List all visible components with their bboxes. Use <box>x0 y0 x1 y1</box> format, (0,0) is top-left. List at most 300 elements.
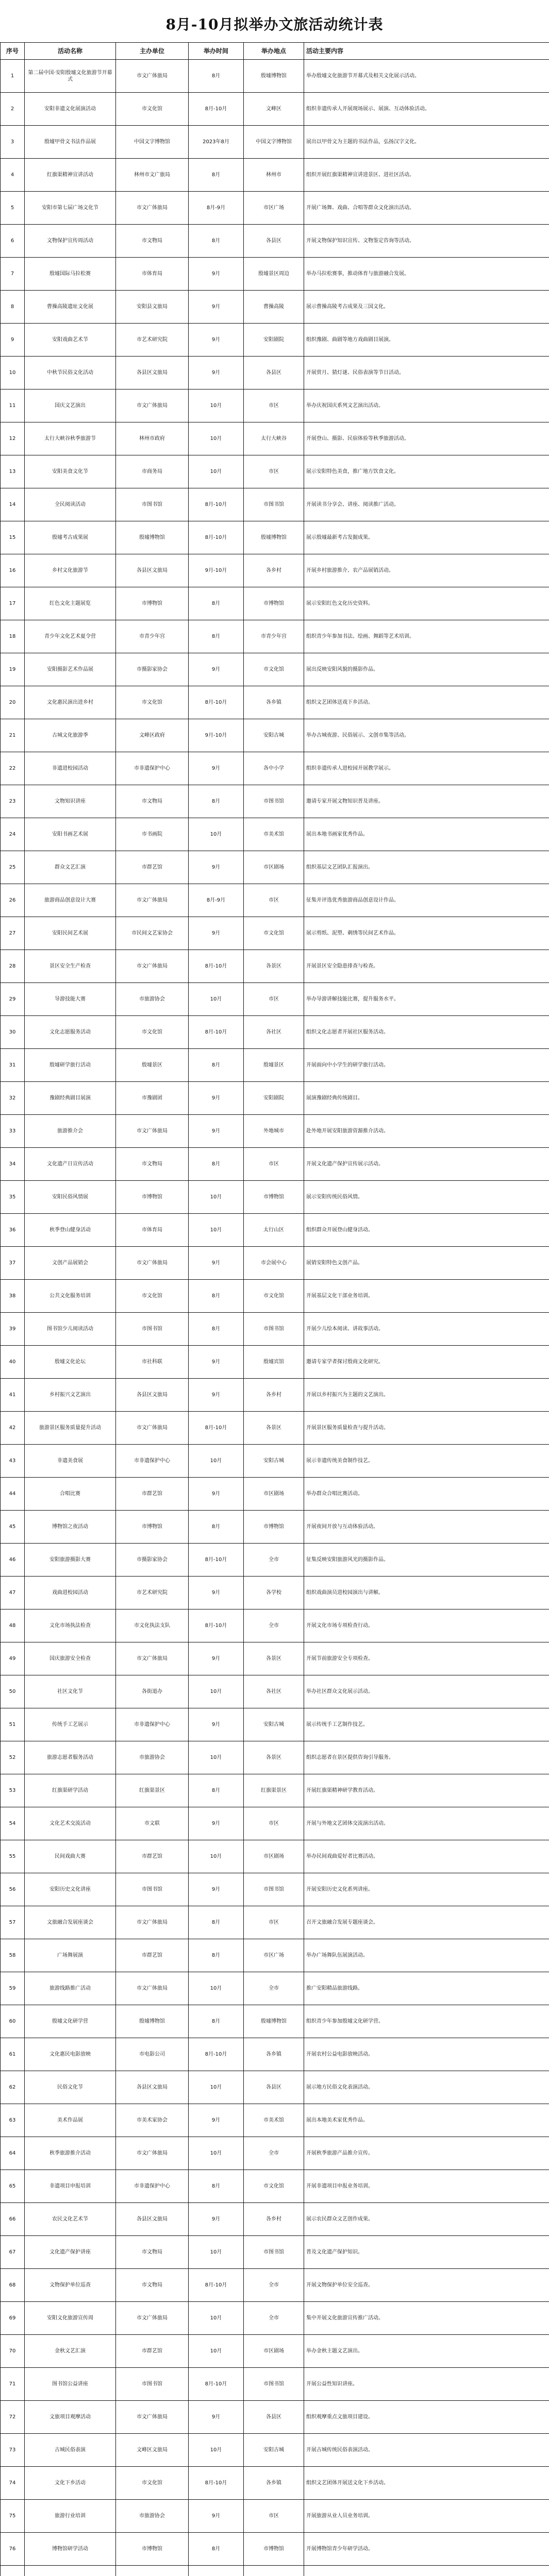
cell-time: 8月 <box>189 1939 244 1972</box>
cell-organizer: 市旅游协会 <box>116 2500 189 2533</box>
cell-time: 8月 <box>189 2005 244 2038</box>
cell-content: 展销安阳特色文创产品。 <box>304 1247 549 1280</box>
cell-index: 76 <box>1 2533 25 2566</box>
cell-content: 开展读书分享会、讲座、阅读推广活动。 <box>304 488 549 521</box>
cell-organizer: 市群艺馆 <box>116 2335 189 2368</box>
table-row <box>1 1741 549 1774</box>
cell-index: 19 <box>1 653 25 686</box>
cell-organizer: 林州市文广旅局 <box>116 159 189 192</box>
cell-content: 开展文化市场专项检查行动。 <box>304 1609 549 1642</box>
cell-time: 9月 <box>189 917 244 950</box>
cell-name: 殷墟考古成果展 <box>25 521 116 554</box>
table-row <box>1 2566 549 2576</box>
cell-location: 殷墟博物馆 <box>244 521 304 554</box>
cell-content: 举办殷墟文化旅游节开幕式及相关文化展示活动。 <box>304 60 549 93</box>
cell-index: 29 <box>1 983 25 1016</box>
cell-index: 67 <box>1 2236 25 2269</box>
cell-index <box>1 2566 25 2576</box>
cell-name: 文物保护宣传周活动 <box>25 225 116 258</box>
cell-organizer: 市艺术研究院 <box>116 324 189 357</box>
cell-location: 市美术馆 <box>244 818 304 851</box>
cell-index: 47 <box>1 1577 25 1609</box>
cell-location: 各乡村 <box>244 554 304 587</box>
cell-name: 安阳市第七届广场文化节 <box>25 192 116 225</box>
cell-content: 举办群众合唱比赛活动。 <box>304 1478 549 1511</box>
cell-organizer: 各街道办 <box>116 1675 189 1708</box>
cell-time: 8月 <box>189 159 244 192</box>
cell-location: 殷墟景区周边 <box>244 258 304 291</box>
cell-name: 文化惠民电影放映 <box>25 2038 116 2071</box>
cell-name: 文化志愿服务活动 <box>25 1016 116 1049</box>
table-row <box>1 324 549 357</box>
cell-organizer: 市文物局 <box>116 1148 189 1181</box>
cell-content: 集中开展文化旅游宣传推广活动。 <box>304 2302 549 2335</box>
table-row <box>1 2401 549 2434</box>
cell-organizer: 市摄影家协会 <box>116 653 189 686</box>
cell-index: 64 <box>1 2137 25 2170</box>
cell-content: 举办金秋主题文艺演出。 <box>304 2335 549 2368</box>
cell-time: 8月 <box>189 60 244 93</box>
cell-location: 全市 <box>244 1609 304 1642</box>
table-row <box>1 2104 549 2137</box>
cell-index: 48 <box>1 1609 25 1642</box>
header-organizer: 主办单位 <box>116 43 189 60</box>
cell-name: 红旗渠精神宣讲活动 <box>25 159 116 192</box>
table-row <box>1 1675 549 1708</box>
cell-time: 9月 <box>189 1346 244 1379</box>
table-row <box>1 1049 549 1082</box>
cell-time: 8月 <box>189 2170 244 2203</box>
cell-time: 8月-10月 <box>189 1609 244 1642</box>
cell-organizer: 市体育局 <box>116 258 189 291</box>
cell-content: 组织文艺团体开展送文化下乡活动。 <box>304 2467 549 2500</box>
cell-content: 组织开展红旗渠精神宣讲进景区、进社区活动。 <box>304 159 549 192</box>
cell-location: 安阳古城 <box>244 1708 304 1741</box>
cell-organizer: 市博物馆 <box>116 1181 189 1214</box>
cell-location: 市区剧场 <box>244 2335 304 2368</box>
cell-index: 27 <box>1 917 25 950</box>
cell-content: 举办庆祝国庆系列文艺演出活动。 <box>304 389 549 422</box>
cell-organizer: 市美术家协会 <box>116 2104 189 2137</box>
cell-time: 8月-10月 <box>189 488 244 521</box>
cell-organizer: 市图书馆 <box>116 1873 189 1906</box>
cell-location: 市区 <box>244 455 304 488</box>
cell-content: 举办社区群众文化展示活动。 <box>304 1675 549 1708</box>
cell-name: 安阳民间艺术展 <box>25 917 116 950</box>
cell-time: 8月 <box>189 1774 244 1807</box>
cell-index: 4 <box>1 159 25 192</box>
cell-name: 旅游景区服务质量提升活动 <box>25 1412 116 1445</box>
cell-content: 普及文化遗产保护知识。 <box>304 2236 549 2269</box>
cell-organizer: 市文联 <box>116 1807 189 1840</box>
cell-content: 开展景区服务质量检查与提升活动。 <box>304 1412 549 1445</box>
cell-name: 文旅融合发展座谈会 <box>25 1906 116 1939</box>
cell-location: 市区剧场 <box>244 851 304 884</box>
cell-organizer: 殷墟景区 <box>116 1049 189 1082</box>
table-body <box>1 60 549 2576</box>
cell-index: 49 <box>1 1642 25 1675</box>
cell-time: 8月 <box>189 785 244 818</box>
cell-index: 24 <box>1 818 25 851</box>
cell-time: 9月 <box>189 357 244 389</box>
cell-index: 11 <box>1 389 25 422</box>
cell-content: 开展红旗渠精神研学教育活动。 <box>304 1774 549 1807</box>
cell-organizer: 市文广体旅局 <box>116 192 189 225</box>
cell-organizer: 市文广体旅局 <box>116 389 189 422</box>
cell-organizer: 市摄影家协会 <box>116 1544 189 1577</box>
cell-time: 8月-10月 <box>189 686 244 719</box>
cell-location: 各县区 <box>244 225 304 258</box>
cell-location: 林州市 <box>244 159 304 192</box>
cell-organizer: 市非遗保护中心 <box>116 752 189 785</box>
cell-organizer: 文峰区政府 <box>116 719 189 752</box>
cell-name: 安阳历史文化讲座 <box>25 1873 116 1906</box>
table-row <box>1 1511 549 1544</box>
cell-index: 34 <box>1 1148 25 1181</box>
cell-organizer: 市群艺馆 <box>116 1478 189 1511</box>
table-row <box>1 1840 549 1873</box>
cell-organizer: 市图书馆 <box>116 2368 189 2401</box>
cell-index: 51 <box>1 1708 25 1741</box>
cell-time: 9月 <box>189 324 244 357</box>
table-row <box>1 818 549 851</box>
cell-time: 9月 <box>189 1807 244 1840</box>
cell-name: 文创产品展销会 <box>25 1247 116 1280</box>
cell-location: 市区广场 <box>244 192 304 225</box>
cell-time: 8月-10月 <box>189 1544 244 1577</box>
cell-index: 63 <box>1 2104 25 2137</box>
cell-name: 文化遗产保护讲座 <box>25 2236 116 2269</box>
table-row <box>1 1313 549 1346</box>
cell-content: 举办导游讲解技能比赛，提升服务水平。 <box>304 983 549 1016</box>
cell-location: 各县区 <box>244 2071 304 2104</box>
cell-organizer: 市非遗保护中心 <box>116 2170 189 2203</box>
table-row <box>1 1577 549 1609</box>
cell-time: 10月 <box>189 1972 244 2005</box>
cell-organizer: 市青少年宫 <box>116 620 189 653</box>
cell-location: 市文化馆 <box>244 917 304 950</box>
cell-name: 文物知识讲座 <box>25 785 116 818</box>
table-row <box>1 2368 549 2401</box>
cell-location: 殷墟博物馆 <box>244 2005 304 2038</box>
cell-location: 市文化馆 <box>244 2170 304 2203</box>
cell-location: 安阳剧院 <box>244 324 304 357</box>
cell-content: 展出以甲骨文为主题的书法作品，弘扬汉字文化。 <box>304 126 549 159</box>
table-row <box>1 1280 549 1313</box>
cell-location: 市图书馆 <box>244 785 304 818</box>
cell-name: 合唱比赛 <box>25 1478 116 1511</box>
cell-time: 8月 <box>189 1313 244 1346</box>
cell-content: 组织文艺团体送戏下乡活动。 <box>304 686 549 719</box>
cell-organizer: 市文广体旅局 <box>116 1642 189 1675</box>
cell-index: 39 <box>1 1313 25 1346</box>
cell-location: 市区 <box>244 983 304 1016</box>
cell-content: 邀请专家学者探讨殷商文化研究。 <box>304 1346 549 1379</box>
cell-name: 民俗文化节 <box>25 2071 116 2104</box>
table-row <box>1 192 549 225</box>
cell-index: 5 <box>1 192 25 225</box>
cell-time: 10月 <box>189 1181 244 1214</box>
cell-time: 9月 <box>189 1082 244 1115</box>
cell-organizer: 各县区文旅局 <box>116 1379 189 1412</box>
cell-organizer: 市文广体旅局 <box>116 1115 189 1148</box>
table-row <box>1 1445 549 1478</box>
cell-location: 市博物馆 <box>244 1511 304 1544</box>
table-row <box>1 159 549 192</box>
cell-content: 举办民间戏曲爱好者比赛活动。 <box>304 1840 549 1873</box>
cell-index: 66 <box>1 2203 25 2236</box>
cell-name: 文旅项目观摩活动 <box>25 2401 116 2434</box>
cell-organizer: 市文广体旅局 <box>116 1412 189 1445</box>
table-row <box>1 983 549 1016</box>
cell-content: 开展与外地文艺团体交流演出活动。 <box>304 1807 549 1840</box>
cell-location: 各景区 <box>244 1642 304 1675</box>
table-row <box>1 1906 549 1939</box>
table-row <box>1 422 549 455</box>
cell-organizer: 市文广体旅局 <box>116 1247 189 1280</box>
cell-name: 安阳文化旅游宣传周 <box>25 2302 116 2335</box>
cell-index: 46 <box>1 1544 25 1577</box>
cell-index: 18 <box>1 620 25 653</box>
cell-time: 8月 <box>189 587 244 620</box>
cell-time: 8月 <box>189 1148 244 1181</box>
cell-index: 54 <box>1 1807 25 1840</box>
cell-index: 14 <box>1 488 25 521</box>
cell-content: 开展赏月、猜灯谜、民俗表演等节日活动。 <box>304 357 549 389</box>
cell-name: 秋季登山健身活动 <box>25 1214 116 1247</box>
header-index: 序号 <box>1 43 25 60</box>
cell-time: 10月 <box>189 818 244 851</box>
cell-location: 曹操高陵 <box>244 291 304 324</box>
cell-location: 各社区 <box>244 1675 304 1708</box>
cell-index: 57 <box>1 1906 25 1939</box>
cell-content: 开展景区安全隐患排查与检查。 <box>304 950 549 983</box>
cell-name: 文化艺术交流活动 <box>25 1807 116 1840</box>
cell-name: 非遗进校园活动 <box>25 752 116 785</box>
cell-content: 开展以乡村振兴为主题的文艺演出。 <box>304 1379 549 1412</box>
cell-content: 开展古城传统民俗表演活动。 <box>304 2434 549 2467</box>
cell-name: 乡村文化旅游节 <box>25 554 116 587</box>
cell-time: 9月 <box>189 1642 244 1675</box>
table-row <box>1 1379 549 1412</box>
cell-time: 9月 <box>189 2203 244 2236</box>
cell-index: 45 <box>1 1511 25 1544</box>
table-row <box>1 554 549 587</box>
cell-index: 9 <box>1 324 25 357</box>
cell-content: 征集反映安阳旅游风光的摄影作品。 <box>304 1544 549 1577</box>
cell-index: 50 <box>1 1675 25 1708</box>
cell-location: 全市 <box>244 2137 304 2170</box>
cell-name: 公共文化服务培训 <box>25 1280 116 1313</box>
table-row <box>1 1478 549 1511</box>
table-row <box>1 719 549 752</box>
cell-time: 10月 <box>189 2335 244 2368</box>
header-name: 活动名称 <box>25 43 116 60</box>
cell-location: 各学校 <box>244 1577 304 1609</box>
table-row <box>1 2533 549 2566</box>
cell-index: 37 <box>1 1247 25 1280</box>
cell-time: 9月 <box>189 2500 244 2533</box>
cell-name: 导游技能大赛 <box>25 983 116 1016</box>
cell-name: 金秋文艺汇演 <box>25 2335 116 2368</box>
cell-time: 8月-9月 <box>189 884 244 917</box>
cell-content: 开展少儿绘本阅读、讲故事活动。 <box>304 1313 549 1346</box>
table-row <box>1 1807 549 1840</box>
table-row <box>1 1873 549 1906</box>
table-row <box>1 291 549 324</box>
cell-location: 市图书馆 <box>244 2236 304 2269</box>
cell-organizer: 市旅游协会 <box>116 1741 189 1774</box>
cell-name: 国庆文艺演出 <box>25 389 116 422</box>
cell-content: 开展乡村旅游推介、农产品展销活动。 <box>304 554 549 587</box>
cell-time: 8月 <box>189 620 244 653</box>
table-row <box>1 1115 549 1148</box>
cell-index: 33 <box>1 1115 25 1148</box>
cell-name: 豫剧经典剧目展演 <box>25 1082 116 1115</box>
cell-index: 43 <box>1 1445 25 1478</box>
cell-time: 8月 <box>189 1906 244 1939</box>
cell-content: 召开文旅融合发展专题座谈会。 <box>304 1906 549 1939</box>
cell-location: 市区广场 <box>244 1939 304 1972</box>
cell-location: 市图书馆 <box>244 1313 304 1346</box>
cell-time: 9月 <box>189 653 244 686</box>
cell-index: 23 <box>1 785 25 818</box>
cell-location: 市文化馆 <box>244 653 304 686</box>
cell-location: 市区 <box>244 884 304 917</box>
cell-organizer: 各县区文旅局 <box>116 2203 189 2236</box>
cell-organizer: 市民间文艺家协会 <box>116 917 189 950</box>
cell-index: 55 <box>1 1840 25 1873</box>
cell-index: 2 <box>1 93 25 126</box>
cell-content: 推广安阳精品旅游线路。 <box>304 1972 549 2005</box>
table-row <box>1 1609 549 1642</box>
cell-location: 市文化馆 <box>244 1280 304 1313</box>
cell-name: 文物保护单位巡查 <box>25 2269 116 2302</box>
cell-time: 9月 <box>189 752 244 785</box>
cell-content: 开展农村公益电影放映活动。 <box>304 2038 549 2071</box>
cell-location: 全市 <box>244 1544 304 1577</box>
cell-time: 10月 <box>189 1214 244 1247</box>
cell-content: 举办马拉松赛事，推动体育与旅游融合发展。 <box>304 258 549 291</box>
cell-location: 全市 <box>244 2302 304 2335</box>
cell-content: 展示曹操高陵考古成果及三国文化。 <box>304 291 549 324</box>
cell-location: 市青少年宫 <box>244 620 304 653</box>
cell-content: 举办广场舞队伍展演活动。 <box>304 1939 549 1972</box>
table-row <box>1 60 549 93</box>
cell-name: 图书馆公益讲座 <box>25 2368 116 2401</box>
cell-content: 开展秋季旅游产品推介宣传。 <box>304 2137 549 2170</box>
cell-time: 10月 <box>189 1675 244 1708</box>
header-content: 活动主要内容 <box>304 43 549 60</box>
table-row <box>1 1016 549 1049</box>
cell-name: 安阳书画艺术展 <box>25 818 116 851</box>
table-row <box>1 2236 549 2269</box>
cell-index: 52 <box>1 1741 25 1774</box>
cell-index: 71 <box>1 2368 25 2401</box>
cell-name: 农民文化艺术节 <box>25 2203 116 2236</box>
cell-location: 中国文字博物馆 <box>244 126 304 159</box>
cell-time: 9月 <box>189 1873 244 1906</box>
cell-name: 红旗渠研学活动 <box>25 1774 116 1807</box>
cell-index: 56 <box>1 1873 25 1906</box>
cell-name: 旅游行业培训 <box>25 2500 116 2533</box>
cell-location: 安阳剧院 <box>244 1082 304 1115</box>
cell-organizer: 市群艺馆 <box>116 1939 189 1972</box>
cell-location: 市区剧场 <box>244 1478 304 1511</box>
cell-location: 市会展中心 <box>244 1247 304 1280</box>
cell-content: 开展文物保护知识宣传、文物鉴定咨询等活动。 <box>304 225 549 258</box>
cell-time: 2023年8月 <box>189 126 244 159</box>
cell-index: 61 <box>1 2038 25 2071</box>
cell-content: 组织青少年参加殷墟文化研学营。 <box>304 2005 549 2038</box>
table-row <box>1 620 549 653</box>
cell-index: 73 <box>1 2434 25 2467</box>
cell-content: 展示安阳特色美食，推广地方饮食文化。 <box>304 455 549 488</box>
cell-organizer: 市文广体旅局 <box>116 2302 189 2335</box>
cell-index: 38 <box>1 1280 25 1313</box>
cell-index: 75 <box>1 2500 25 2533</box>
cell-location: 各乡镇 <box>244 2467 304 2500</box>
cell-name: 社区文化节 <box>25 1675 116 1708</box>
table-row <box>1 2434 549 2467</box>
cell-location: 各县区 <box>244 2401 304 2434</box>
cell-organizer: 市电影公司 <box>116 2038 189 2071</box>
cell-name: 文化市场执法检查 <box>25 1609 116 1642</box>
cell-time: 8月-10月 <box>189 521 244 554</box>
cell-location: 文峰区 <box>244 93 304 126</box>
cell-content: 征集并评选优秀旅游商品创意设计作品。 <box>304 884 549 917</box>
cell-location: 殷墟宾馆 <box>244 1346 304 1379</box>
cell-name: 中秋节民俗文化活动 <box>25 357 116 389</box>
table-row <box>1 1774 549 1807</box>
cell-name: 民间戏曲大赛 <box>25 1840 116 1873</box>
cell-location: 市博物馆 <box>244 587 304 620</box>
cell-name: 安阳非遗文化展演活动 <box>25 93 116 126</box>
cell-time: 8月-10月 <box>189 1016 244 1049</box>
table-row <box>1 2071 549 2104</box>
table-row <box>1 1148 549 1181</box>
cell-name: 古城文化旅游季 <box>25 719 116 752</box>
table-row <box>1 1181 549 1214</box>
cell-organizer <box>116 2566 189 2576</box>
cell-index: 3 <box>1 126 25 159</box>
activity-table <box>0 42 549 2576</box>
cell-organizer: 市文化馆 <box>116 93 189 126</box>
table-row <box>1 357 549 389</box>
cell-index: 42 <box>1 1412 25 1445</box>
cell-time: 10月 <box>189 422 244 455</box>
cell-organizer: 市文物局 <box>116 785 189 818</box>
cell-index: 65 <box>1 2170 25 2203</box>
cell-content: 组织非遗传承人开展现场展示、展演、互动体验活动。 <box>304 93 549 126</box>
cell-time: 8月 <box>189 1280 244 1313</box>
table-row <box>1 653 549 686</box>
cell-time: 9月 <box>189 851 244 884</box>
cell-organizer: 市文物局 <box>116 225 189 258</box>
cell-content: 展示安阳红色文化历史资料。 <box>304 587 549 620</box>
cell-content: 开展安阳历史文化系列讲座。 <box>304 1873 549 1906</box>
cell-name: 全民阅读活动 <box>25 488 116 521</box>
cell-name: 美术作品展 <box>25 2104 116 2137</box>
cell-index: 26 <box>1 884 25 917</box>
cell-name: 文化遗产日宣传活动 <box>25 1148 116 1181</box>
cell-index: 36 <box>1 1214 25 1247</box>
table-row <box>1 1214 549 1247</box>
cell-organizer: 市群艺馆 <box>116 851 189 884</box>
table-row <box>1 2038 549 2071</box>
cell-name: 戏曲进校园活动 <box>25 1577 116 1609</box>
cell-time: 9月 <box>189 1115 244 1148</box>
